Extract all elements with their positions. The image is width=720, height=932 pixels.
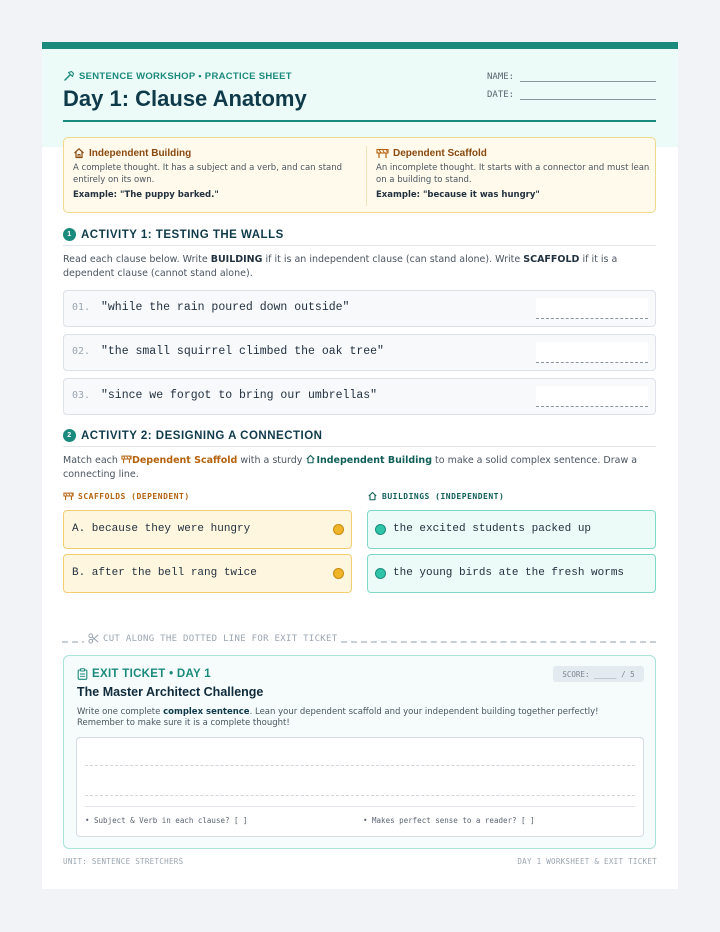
independent-title: Independent Building	[89, 147, 192, 159]
connect-dot[interactable]	[375, 524, 386, 535]
footer-right: DAY 1 WORKSHEET & EXIT TICKET	[517, 857, 657, 866]
house-icon	[305, 454, 316, 464]
building-text: the excited students packed up	[393, 523, 592, 535]
keyword-dependent-scaffold: Dependent Scaffold	[131, 455, 238, 466]
kicker-text: SENTENCE WORKSHOP • PRACTICE SHEET	[79, 70, 292, 82]
answer-blank[interactable]	[536, 386, 648, 407]
activity1-number: 1	[63, 228, 76, 241]
scaffolds-header-text: SCAFFOLDS (DEPENDENT)	[78, 491, 190, 501]
clause-row	[63, 334, 656, 371]
cut-line	[62, 633, 656, 645]
score-badge: SCORE: _____ / 5	[553, 666, 644, 682]
clause-row	[63, 290, 656, 327]
clause-number: 01.	[72, 302, 91, 313]
activity1-title: ACTIVITY 1: TESTING THE WALLS	[81, 228, 284, 241]
definitions-divider	[366, 146, 367, 206]
activity2-heading	[63, 429, 322, 442]
clause-text: "since we forgot to bring our umbrellas"	[101, 389, 378, 402]
independent-example: Example: "The puppy barked."	[73, 190, 219, 200]
answer-blank[interactable]	[536, 342, 648, 363]
instr-text: with a sturdy	[237, 455, 306, 466]
connect-dot[interactable]	[375, 568, 386, 579]
house-icon	[367, 491, 378, 501]
buildings-header-text: BUILDINGS (INDEPENDENT)	[382, 491, 505, 501]
instr-text: if it is a dependent clause (cannot stand alone).	[63, 254, 618, 279]
barrier-icon	[63, 491, 74, 501]
activity2-instructions	[63, 454, 656, 482]
page-title: Day 1: Clause Anatomy	[63, 86, 307, 111]
dependent-example: Example: "because it was hungry"	[376, 190, 540, 200]
barrier-icon	[376, 147, 389, 159]
checklist-item-subject-verb[interactable]: • Subject & Verb in each clause? [ ]	[85, 816, 248, 825]
barrier-icon	[121, 454, 132, 464]
answer-writing-box[interactable]	[76, 737, 644, 837]
date-label: DATE:	[487, 90, 515, 100]
independent-desc: A complete thought. It has a subject and a verb, and can stand entirely on its own.	[73, 163, 343, 185]
connect-dot[interactable]	[333, 568, 344, 579]
scaffolds-column-header	[63, 491, 190, 501]
activity1-instructions	[63, 253, 656, 281]
dependent-desc: An incomplete thought. It starts with a connector and must lean on a building to stand.	[376, 163, 650, 185]
activity2-rule	[63, 446, 656, 447]
instr-text: Read each clause below. Write	[63, 254, 211, 265]
scaffold-card-b[interactable]	[63, 554, 352, 593]
keyword-building: BUILDING	[210, 254, 263, 265]
exit-ticket-header-text: EXIT TICKET • DAY 1	[92, 668, 212, 680]
clipboard-icon	[77, 668, 88, 680]
keyword-complex-sentence: complex sentence	[163, 707, 250, 717]
desc-text: . Lean your dependent scaffold and your independent building together perfectly! Remember to make sure it is a complete thought!	[77, 707, 599, 728]
dependent-title: Dependent Scaffold	[393, 147, 487, 159]
instr-text: to make a solid complex sentence. Draw a connecting line.	[63, 455, 638, 480]
worksheet-page	[42, 42, 678, 889]
activity1-heading	[63, 228, 284, 241]
writing-line	[85, 765, 635, 766]
dependent-heading	[376, 147, 656, 159]
clause-row	[63, 378, 656, 415]
connect-dot[interactable]	[333, 524, 344, 535]
definitions-box	[63, 137, 656, 213]
scaffold-text: A. because they were hungry	[72, 523, 251, 535]
cut-label	[84, 633, 341, 644]
desc-text: Write one complete	[77, 707, 164, 717]
dependent-definition	[376, 147, 656, 200]
keyword-independent-building: Independent Building	[316, 455, 432, 466]
activity2-number: 2	[63, 429, 76, 442]
activity1-rule	[63, 245, 656, 246]
scaffold-text: B. after the bell rang twice	[72, 567, 257, 579]
name-field[interactable]	[487, 72, 656, 82]
kicker	[63, 70, 292, 82]
date-line[interactable]	[520, 91, 656, 100]
clause-number: 02.	[72, 346, 91, 357]
exit-ticket	[63, 655, 656, 849]
buildings-column-header	[367, 491, 504, 501]
scaffold-card-a[interactable]	[63, 510, 352, 549]
writing-line	[85, 795, 635, 796]
building-card-2[interactable]	[367, 554, 656, 593]
title-rule	[63, 120, 656, 122]
name-line[interactable]	[520, 73, 656, 82]
keyword-scaffold: SCAFFOLD	[523, 254, 580, 265]
building-text: the young birds ate the fresh worms	[393, 567, 625, 579]
exit-ticket-title: The Master Architect Challenge	[77, 685, 264, 699]
footer-left: UNIT: SENTENCE STRETCHERS	[63, 857, 184, 866]
instr-text: if it is an independent clause (can stand alone). Write	[262, 254, 524, 265]
scissors-icon	[88, 633, 99, 644]
independent-definition	[73, 147, 353, 200]
checklist-divider	[85, 806, 635, 807]
building-card-1[interactable]	[367, 510, 656, 549]
clause-number: 03.	[72, 390, 91, 401]
cut-label-text: CUT ALONG THE DOTTED LINE FOR EXIT TICKET	[103, 633, 338, 644]
date-field[interactable]	[487, 90, 656, 100]
house-icon	[73, 147, 85, 159]
top-accent-bar	[42, 42, 678, 49]
instr-text: Match each	[63, 455, 121, 466]
answer-blank[interactable]	[536, 298, 648, 319]
exit-ticket-desc	[77, 707, 647, 729]
independent-heading	[73, 147, 353, 159]
clause-text: "the small squirrel climbed the oak tree"	[101, 345, 384, 358]
exit-ticket-heading	[77, 668, 211, 680]
clause-text: "while the rain poured down outside"	[101, 301, 350, 314]
activity2-title: ACTIVITY 2: DESIGNING A CONNECTION	[81, 429, 323, 442]
hammer-icon	[63, 70, 75, 82]
checklist-item-sense[interactable]: • Makes perfect sense to a reader? [ ]	[363, 816, 535, 825]
name-label: NAME:	[487, 72, 515, 82]
